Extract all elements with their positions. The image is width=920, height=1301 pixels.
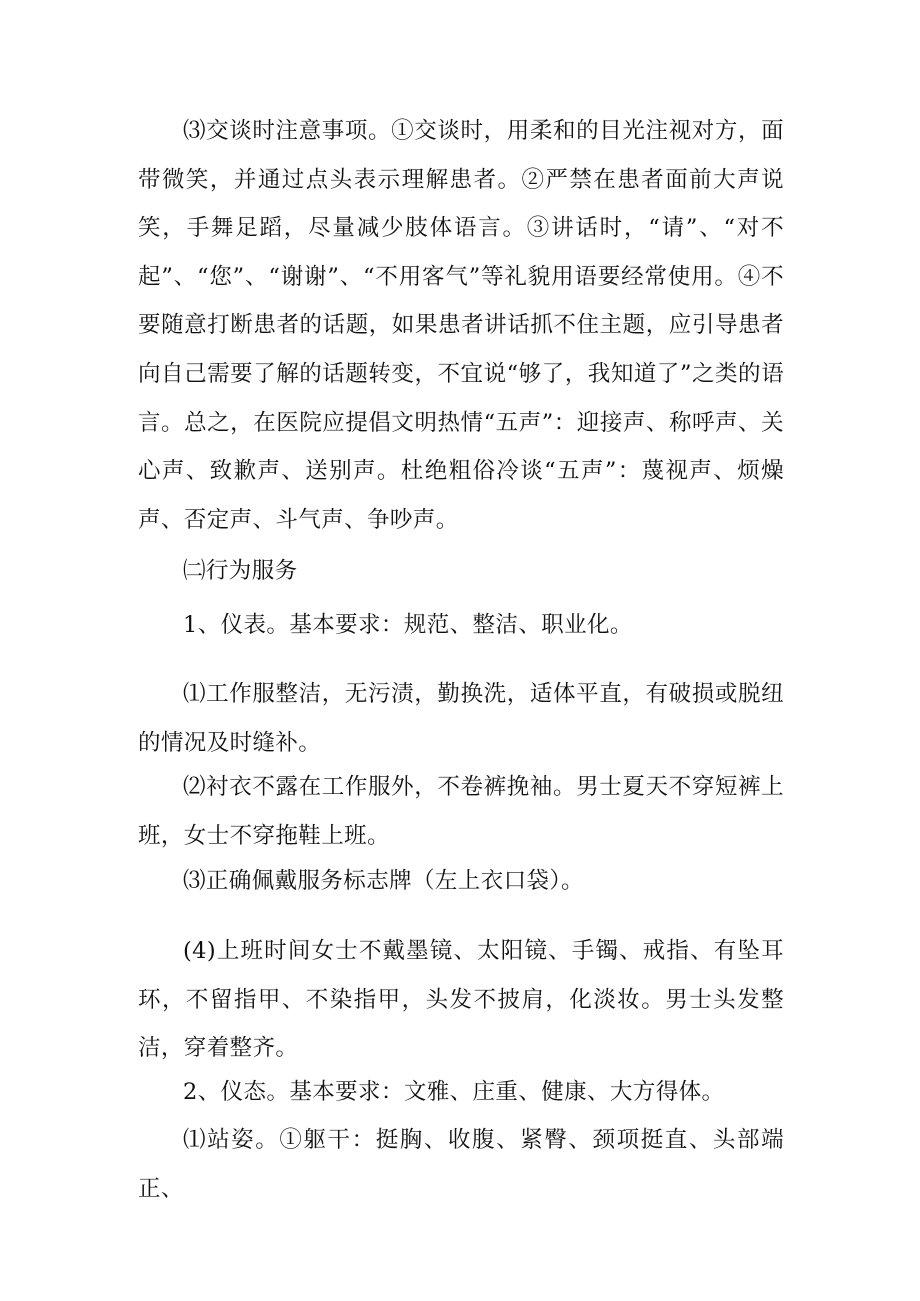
section-heading-behavior-service: ㈡行为服务 — [183, 558, 298, 584]
paragraph-accessories: (4)上班时间女士不戴墨镜、太阳镜、手镯、戒指、有坠耳环，不留指甲、不染指甲，头发不披肩，化淡妆。男士头发整洁，穿着整齐。 — [138, 938, 784, 1062]
paragraph-conversation-notes: ⑶交谈时注意事项。①交谈时，用柔和的目光注视对方，面带微笑，并通过点头表示理解患者。②严禁在患者面前大声说笑，手舞足蹈，尽量减少肢体语言。③讲话时，“请”、“对不起”、“您”、“谢谢”、“不用客气”等礼貌用语要经常使用。④不要随意打断患者的话题，如果患者讲话抓不住主题，应引导患者向自己需要了解的话题转变，不宜说“够了，我知道了”之类的语言。总之，在医院应提倡文明热情“五声”：迎接声、称呼声、关心声、致歉声、送别声。杜绝粗俗冷谈“五声”：蔑视声、烦燥声、否定声、斗气声、争吵声。 — [138, 118, 784, 533]
paragraph-posture-requirements: 2、仪态。基本要求：文雅、庄重、健康、大方得体。 — [183, 1079, 725, 1105]
paragraph-standing-posture: ⑴站姿。①躯干：挺胸、收腹、紧臀、颈项挺直、头部端正、 — [138, 1127, 784, 1202]
paragraph-shirt-rules: ⑵衬衣不露在工作服外，不卷裤挽袖。男士夏天不穿短裤上班，女士不穿拖鞋上班。 — [138, 774, 784, 849]
paragraph-appearance-requirements: 1、仪表。基本要求：规范、整洁、职业化。 — [183, 612, 633, 638]
paragraph-badge: ⑶正确佩戴服务标志牌（左上衣口袋）。 — [183, 868, 584, 894]
paragraph-uniform-clean: ⑴工作服整洁，无污渍，勤换洗，适体平直，有破损或脱纽的情况及时缝补。 — [138, 681, 784, 756]
